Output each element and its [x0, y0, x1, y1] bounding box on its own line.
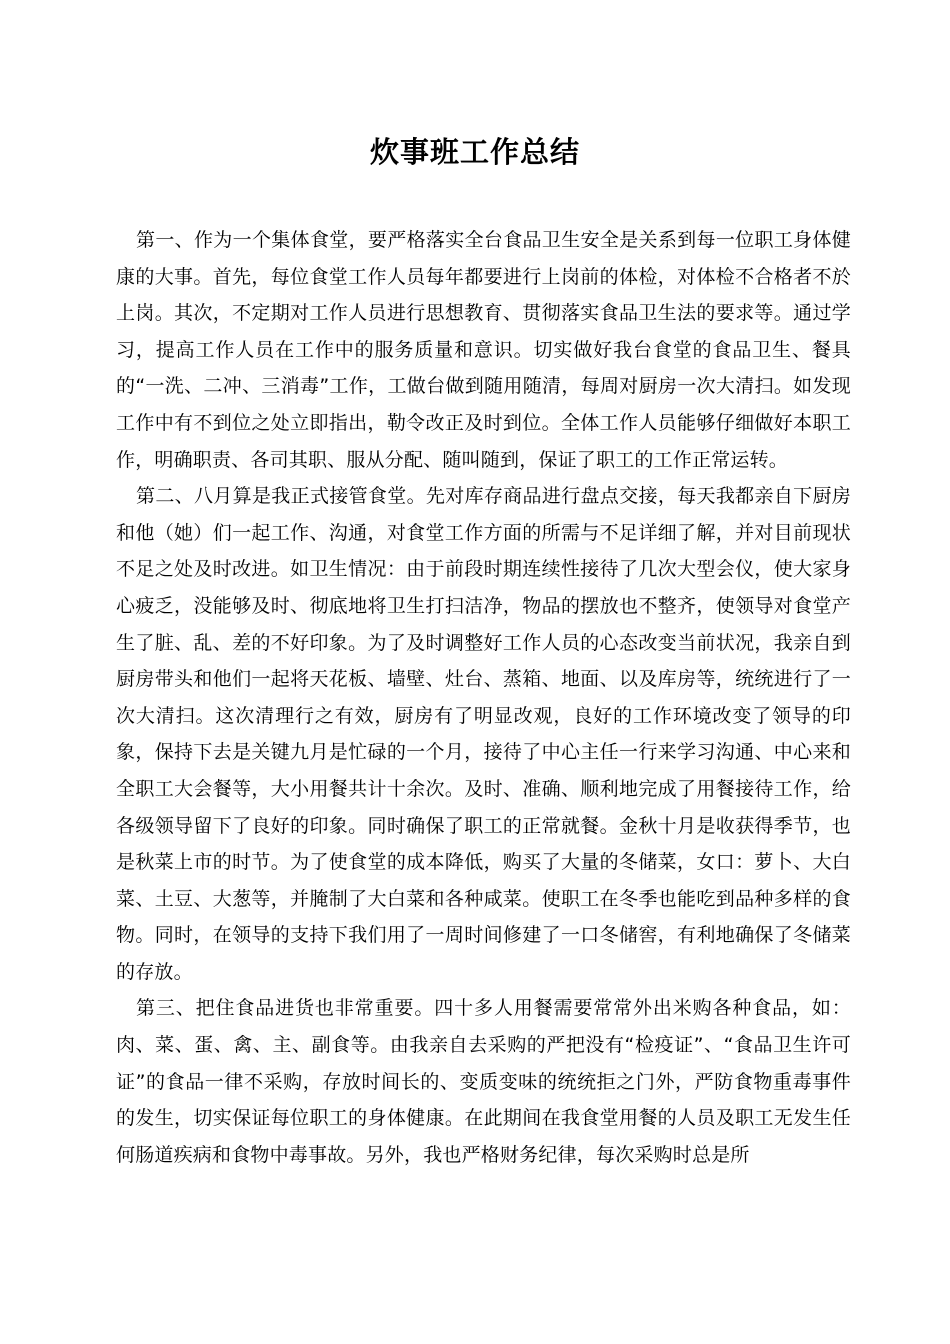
paragraph-3: 第三、把住食品进货也非常重要。四十多人用餐需要常常外出米购各种食品，如：肉、菜、蛋、禽、主、副食等。由我亲自去采购的严把没有“检疫证”、“食品卫生许可证”的食品一律不采购，存放时间长的、变质变味的统统拒之门外，严防食物重毒事件的发生，切实保证每位职工的身体健康。在此期间在我食堂用餐的人员及职工无发生任何肠道疾病和食物中毒事故。另外，我也严格财务纪律，每次采购时总是所	[116, 997, 851, 1166]
document-title: 炊事班工作总结	[369, 135, 580, 169]
paragraph-1: 第一、作为一个集体食堂，要严格落实全台食品卫生安全是关系到每一位职工身体健康的大事。首先，每位食堂工作人员每年都要进行上岗前的体检，对体检不合格者不於上岗。其次，不定期对工作人员进行思想教育、贯彻落实食品卫生法的要求等。通过学习，提高工作人员在工作中的服务质量和意识。切实做好我台食堂的食品卫生、餐具的“一洗、二冲、三消毒”工作，工做台做到随用随清，每周对厨房一次大清扫。如发现工作中有不到位之处立即指出，勒令改正及时到位。全体工作人员能够仔细做好本职工作，明确职责、各司其职、服从分配、随叫随到，保证了职工的工作正常运转。	[116, 229, 851, 471]
document-body	[116, 222, 851, 1173]
paragraph-2: 第二、八月算是我正式接管食堂。先对库存商品进行盘点交接，每天我都亲自下厨房和他（她）们一起工作、沟通，对食堂工作方面的所需与不足详细了解，并对目前现状不足之处及时改进。如卫生情况：由于前段时期连续性接待了几次大型会仪，使大家身心疲乏，没能够及时、彻底地将卫生打扫洁净，物品的摆放也不整齐，使领导对食堂产生了脏、乱、差的不好印象。为了及时调整好工作人员的心态改变当前状况，我亲自到厨房带头和他们一起将天花板、墙壁、灶台、蒸箱、地面、以及库房等，统统进行了一次大清扫。这次清理行之有效，厨房有了明显改观，良好的工作环境改变了领导的印象，保持下去是关键九月是忙碌的一个月，接待了中心主任一行来学习沟通、中心来和全职工大会餐等，大小用餐共计十余次。及时、准确、顺利地完成了用餐接待工作，给各级领导留下了良好的印象。同时确保了职工的正常就餐。金秋十月是收获得季节，也是秋菜上市的时节。为了使食堂的成本降低，购买了大量的冬储菜，女口：萝卜、大白菜、土豆、大葱等，并腌制了大白菜和各种咸菜。使职工在冬季也能吃到品种多样的食物。同时，在领导的支持下我们用了一周时间修建了一口冬储窖，有利地确保了冬储菜的存放。	[116, 485, 851, 983]
